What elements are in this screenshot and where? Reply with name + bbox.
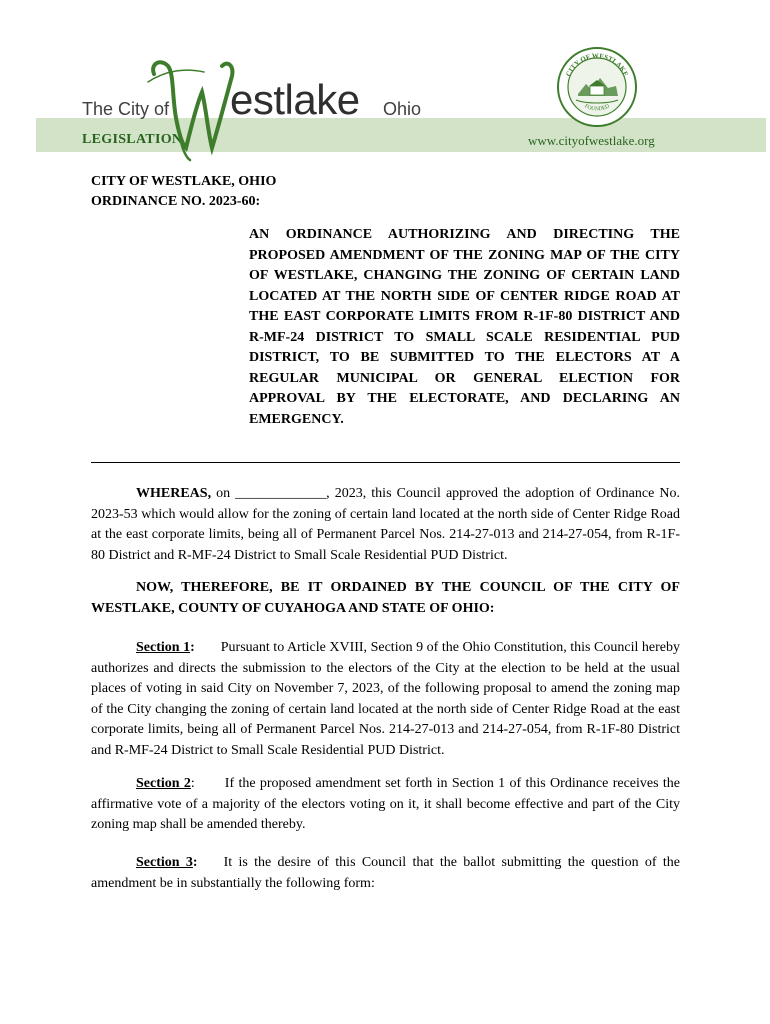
- letterhead-section-label: LEGISLATION: [82, 132, 183, 147]
- seal-bottom-text: FOUNDED: [583, 103, 611, 113]
- section-3-label: Section 3: [136, 855, 193, 870]
- letterhead-state: Ohio: [383, 99, 422, 119]
- whereas-paragraph: [91, 484, 680, 566]
- letterhead-city-name: estlake: [230, 76, 360, 123]
- ordinance-city-header: CITY OF WESTLAKE, OHIO: [91, 174, 277, 189]
- section-2-paragraph: [91, 774, 680, 836]
- ordinance-title: AN ORDINANCE AUTHORIZING AND DIRECTING THE PROPOSED AMENDMENT OF THE ZONING MAP OF THE CITY OF WESTLAKE, CHANGING THE ZONING OF CERTAIN LAND LOCATED AT THE NORTH SIDE OF CENTER RIDGE ROAD AT THE EAST CORPORATE LIMITS FROM R-1F-80 DISTRICT AND R-MF-24 DISTRICT TO SMALL SCALE RESIDENTIAL PUD DISTRICT, TO BE SUBMITTED TO THE ELECTORS AT A REGULAR MUNICIPAL OR GENERAL ELECTION FOR APPROVAL BY THE ELECTORATE, AND DECLARING AN EMERGENCY.: [249, 227, 680, 427]
- whereas-text: on _____________, 2023, this Council approved the adoption of Ordinance No. 2023-53 which would allow for the zoning of certain land located at the north side of Center Ridge Road at the east corporate limits, being all of Permanent Parcel Nos. 214-27-013 and 214-27-054, from R-1F-80 District and R-MF-24 District to Small Scale Residential PUD District.: [91, 486, 680, 563]
- section-3-paragraph: [91, 853, 680, 894]
- section-2-text: If the proposed amendment set forth in Section 1 of this Ordinance receives the affirmative vote of a majority of the electors voting on it, it shall become effective and part of the City zoning map shall be amended thereby.: [91, 776, 680, 833]
- letterhead-website: www.cityofwestlake.org: [528, 133, 655, 148]
- section-3-colon: :: [192, 855, 198, 870]
- section-2-label: Section 2: [136, 776, 191, 791]
- whereas-label: WHEREAS,: [136, 486, 212, 501]
- section-1-colon: :: [190, 640, 195, 655]
- section-1-text: Pursuant to Article XVIII, Section 9 of the Ohio Constitution, this Council hereby authorizes and directs the submission to the electors of the City at the election to be held at the usual places of voting in said City on November 7, 2023, of the following proposal to amend the zoning map of the City changing the zoning of certain land located at the north side of Center Ridge Road at the east corporate limits, being all of Permanent Parcel Nos. 214-27-013 and 214-27-054, from R-1F-80 District and R-MF-24 District to Small Scale Residential PUD District.: [91, 640, 680, 758]
- ordinance-number: ORDINANCE NO. 2023-60:: [91, 194, 261, 209]
- section-2-colon: :: [190, 776, 195, 791]
- seal-top-text: CITY OF WESTLAKE: [564, 51, 630, 78]
- title-divider: [91, 462, 680, 463]
- westlake-w-logo: [146, 52, 236, 164]
- section-3-text: It is the desire of this Council that the ballot submitting the question of the amendment be in substantially the following form:: [91, 855, 680, 891]
- section-1-paragraph: [91, 638, 680, 762]
- now-therefore-paragraph: NOW, THEREFORE, BE IT ORDAINED BY THE COUNCIL OF THE CITY OF WESTLAKE, COUNTY OF CUYAHOGA AND STATE OF OHIO:: [91, 580, 680, 616]
- city-seal-icon: [556, 46, 638, 128]
- letterhead-the-city-of: The City of: [82, 99, 170, 119]
- letterhead: [0, 0, 770, 160]
- section-1-label: Section 1: [136, 640, 191, 655]
